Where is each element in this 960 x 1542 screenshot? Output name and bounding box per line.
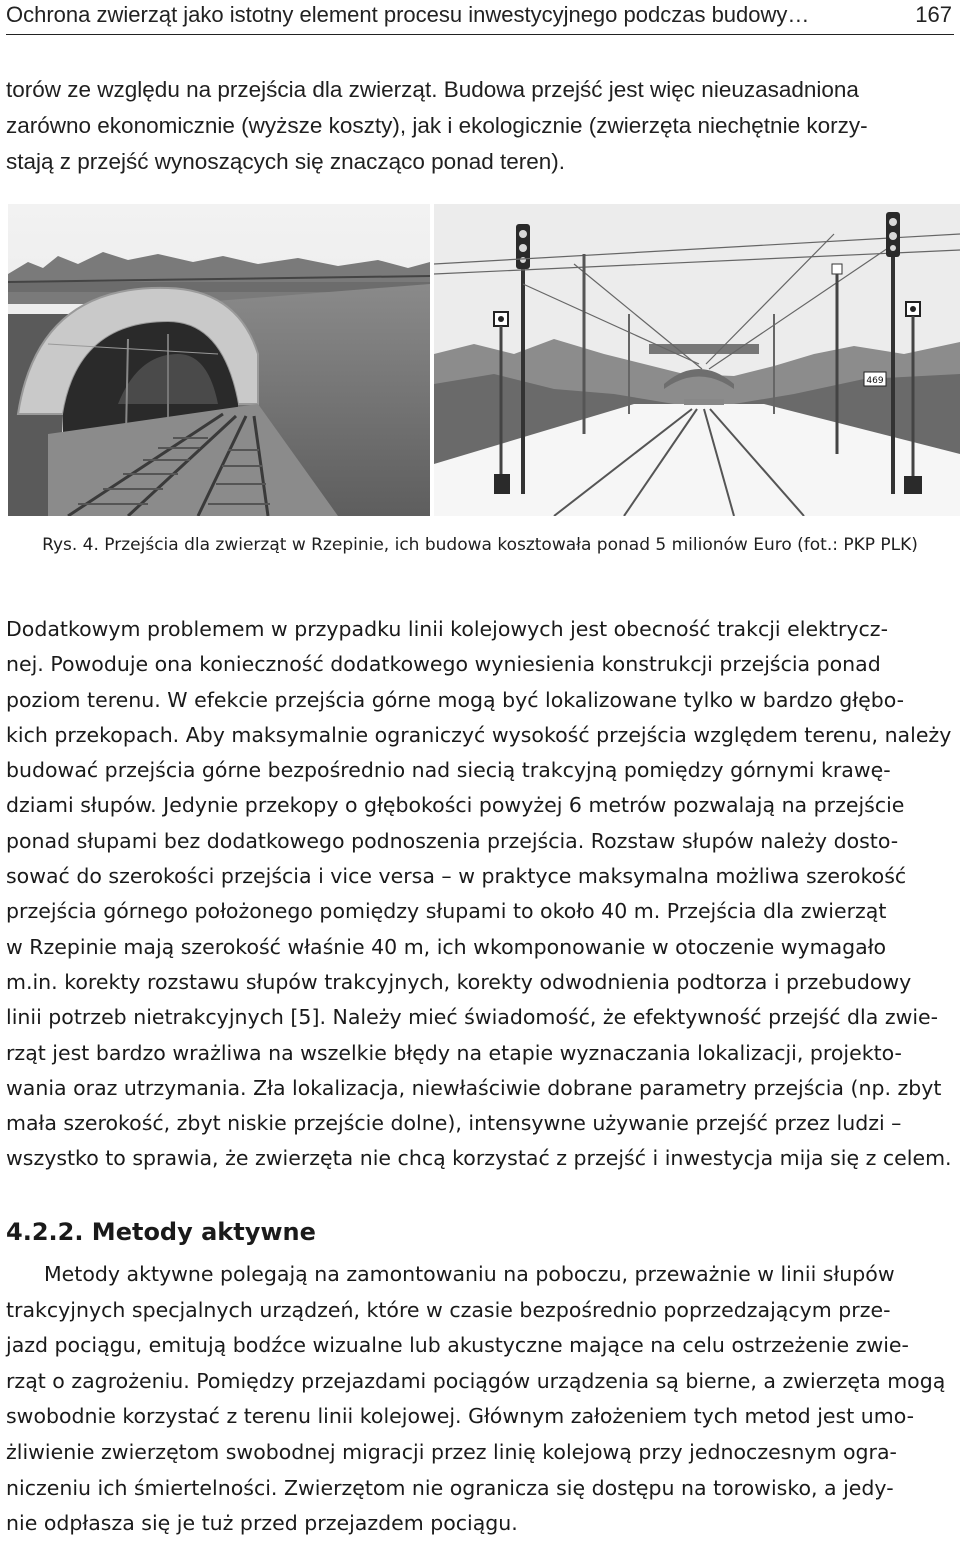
figure-photos: [8, 204, 960, 516]
text-line: żliwienie zwierzętom swobodnej migracji przez linię kolejową przy jednoczesnym ogra-: [6, 1439, 897, 1464]
text-line: nej. Powoduje ona konieczność dodatkowego wyniesienia konstrukcji przejścia ponad: [6, 652, 881, 677]
photo-overpass-arch: [8, 204, 430, 516]
text-line: linii potrzeb nietrakcyjnych [5]. Należy mieć świadomość, że efektywność przejść dla zwie-: [6, 1005, 939, 1030]
text-line: kich przekopach. Aby maksymalnie ograniczyć wysokość przejścia względem terenu, należy: [6, 722, 952, 747]
text-line: wszystko to sprawia, że zwierzęta nie chcą korzystać z przejść i inwestycja mija się z celem.: [6, 1146, 952, 1171]
text-line: torów ze względu na przejścia dla zwierząt. Budowa przejść jest więc nieuzasadniona: [6, 77, 859, 102]
photo-snowy-railway: [434, 204, 960, 516]
text-line: poziom terenu. W efekcie przejścia górne mogą być lokalizowane tylko w bardzo głębo-: [6, 687, 905, 712]
text-line: trakcyjnych specjalnych urządzeń, które w czasie bezpośrednio poprzedzającym prze-: [6, 1297, 891, 1322]
text-line: rząt o zagrożeniu. Pomiędzy przejazdami pociągów urządzenia są bierne, a zwierzęta mogą: [6, 1368, 946, 1393]
text-line: nie odpłasza się je tuż przed przejazdem pociągu.: [6, 1511, 518, 1536]
text-line: zarówno ekonomicznie (wyższe koszty), jak i ekologicznie (zwierzęta niechętnie korzy-: [6, 113, 868, 138]
text-line: sować do szerokości przejścia i vice versa – w praktyce maksymalna możliwa szerokość: [6, 864, 907, 889]
text-line: dziami słupów. Jedynie przekopy o głębokości powyżej 6 metrów pozwalają na przejście: [6, 793, 905, 818]
text-line: ponad słupami bez dodatkowego podnoszenia przejścia. Rozstaw słupów należy dosto-: [6, 828, 899, 853]
text-line: Metody aktywne polegają na zamontowaniu na poboczu, przeważnie w linii słupów: [44, 1262, 895, 1286]
intro-paragraph: [6, 72, 956, 180]
header-title: Ochrona zwierząt jako istotny element procesu inwestycyjnego podczas budowy…: [6, 2, 810, 27]
text-line: rząt jest bardzo wrażliwa na wszelkie błędy na etapie wyznaczania lokalizacji, projekto-: [6, 1040, 902, 1065]
body-paragraph: [6, 612, 956, 1177]
text-line: w Rzepinie mają szerokość właśnie 40 m, ich wkomponowanie w otoczenie wymagało: [6, 934, 887, 959]
text-line: mała szerokość, zbyt niskie przejście dolne), intensywne używanie przejść przez ludzi –: [6, 1111, 902, 1136]
text-line: swobodnie korzystać z terenu linii kolejowej. Głównym założeniem tych metod jest umo-: [6, 1404, 915, 1429]
section-paragraph: [6, 1257, 956, 1542]
km-sign-label: 469: [866, 376, 884, 386]
section-heading: 4.2.2. Metody aktywne: [6, 1218, 316, 1246]
text-line: budować przejścia górne bezpośrednio nad siecią trakcyjną pomiędzy górnymi krawę-: [6, 758, 891, 783]
page-number: 167: [915, 2, 952, 27]
figure-caption: Rys. 4. Przejścia dla zwierząt w Rzepinie, ich budowa kosztowała ponad 5 milionów Euro (fot.: PKP PLK): [42, 535, 918, 555]
text-line: stają z przejść wynoszących się znacząco ponad teren).: [6, 149, 566, 174]
text-line: przejścia górnego położonego pomiędzy słupami to około 40 m. Przejścia dla zwierząt: [6, 899, 887, 924]
text-line: wania oraz utrzymania. Zła lokalizacja, niewłaściwie dobrane parametry przejścia (np. zbyt: [6, 1075, 942, 1100]
text-line: jazd pociągu, emitują bodźce wizualne lub akustyczne mające na celu ostrzeżenie zwie-: [6, 1333, 909, 1358]
text-line: Dodatkowym problemem w przypadku linii kolejowych jest obecność trakcji elektrycz-: [6, 617, 888, 641]
running-header: [6, 0, 954, 35]
text-line: m.in. korekty rozstawu słupów trakcyjnych, korekty odwodnienia podtorza i przebudowy: [6, 969, 912, 994]
text-line: niczeniu ich śmiertelności. Zwierzętom nie ogranicza się dostępu na torowisko, a jedy-: [6, 1475, 894, 1500]
